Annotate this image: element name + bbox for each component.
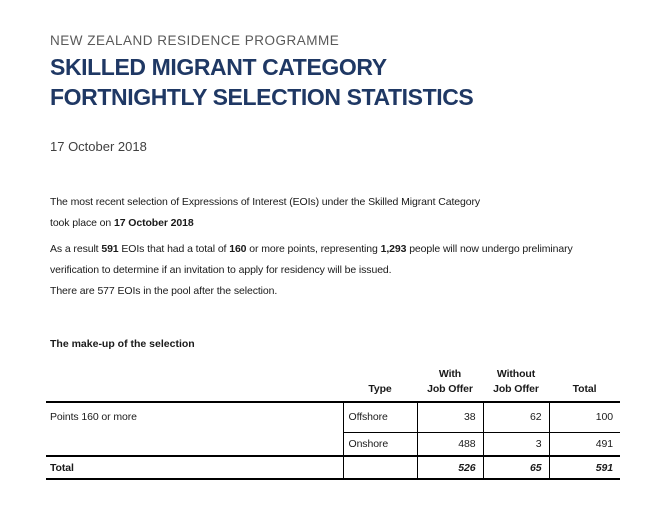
cell-offshore-with-offer: 38 [417,402,483,432]
cell-onshore-total: 491 [549,432,620,456]
col-header-with-job-offer [417,358,483,402]
paragraph-1-line-1 [50,192,480,213]
col-header-empty [46,358,343,402]
intro-paragraph-2 [50,239,573,281]
p2-segment-2: EOIs that had a total of [118,243,230,255]
cell-type-offshore: Offshore [343,402,417,432]
cell-total-with-offer: 526 [417,456,483,479]
cell-offshore-without-offer: 62 [483,402,549,432]
cell-onshore-with-offer: 488 [417,432,483,456]
table-row-offshore [46,402,620,432]
col-header-total [549,358,620,402]
points-threshold-bold: 160 [229,243,247,255]
col-header-without-job-offer [483,358,549,402]
p2-segment-1: As a result [50,243,102,255]
cell-onshore-without-offer: 3 [483,432,549,456]
document-date: 17 October 2018 [50,139,147,154]
paragraph-2-line-1 [50,239,573,260]
p1-line1-text: The most recent selection of Expressions of Interest (EOIs) under the Skilled Migrant Category [50,196,481,208]
p2-segment-3: or more points, representing [246,243,381,255]
paragraph-1-line-2 [50,213,480,234]
people-count-bold: 1,293 [380,243,407,255]
programme-eyebrow: NEW ZEALAND RESIDENCE PROGRAMME [50,33,340,48]
cell-points-band-label: Points 160 or more [50,411,137,423]
selection-date-bold: 17 October 2018 [113,217,194,229]
col-header-type [343,358,417,402]
eoi-count-bold: 591 [101,243,119,255]
selection-table [46,358,620,480]
p1-line2-text: took place on [50,217,114,229]
cell-total-without-offer: 65 [483,456,549,479]
with-offer-line2: Job Offer [427,383,473,395]
table-row-total [46,456,620,479]
document-title-line2: FORTNIGHTLY SELECTION STATISTICS [50,84,474,110]
cell-total-row-label: Total [46,456,343,479]
without-offer-line2: Job Offer [493,383,539,395]
cell-offshore-total: 100 [549,402,620,432]
cell-total-type-empty [343,456,417,479]
table-heading: The make-up of the selection [50,338,195,350]
col-header-type-label: Type [368,383,392,395]
col-header-total-label: Total [572,383,597,395]
intro-paragraph-3 [50,281,277,302]
paragraph-2-line-2 [50,260,573,281]
pool-count-text: There are 577 EOIs in the pool after the selection. [50,285,278,297]
table-header-row [46,358,620,402]
document-title [50,52,473,112]
without-offer-line1: Without [496,368,536,380]
intro-paragraph-1 [50,192,480,234]
p2-line2-text: verification to determine if an invitation to apply for residency will be issued. [50,264,392,276]
cell-type-onshore: Onshore [343,432,417,456]
cell-total-overall: 591 [549,456,620,479]
p2-segment-4: people will now undergo preliminary [406,243,573,255]
document-title-line1: SKILLED MIGRANT CATEGORY [50,54,387,80]
with-offer-line1: With [438,368,462,380]
